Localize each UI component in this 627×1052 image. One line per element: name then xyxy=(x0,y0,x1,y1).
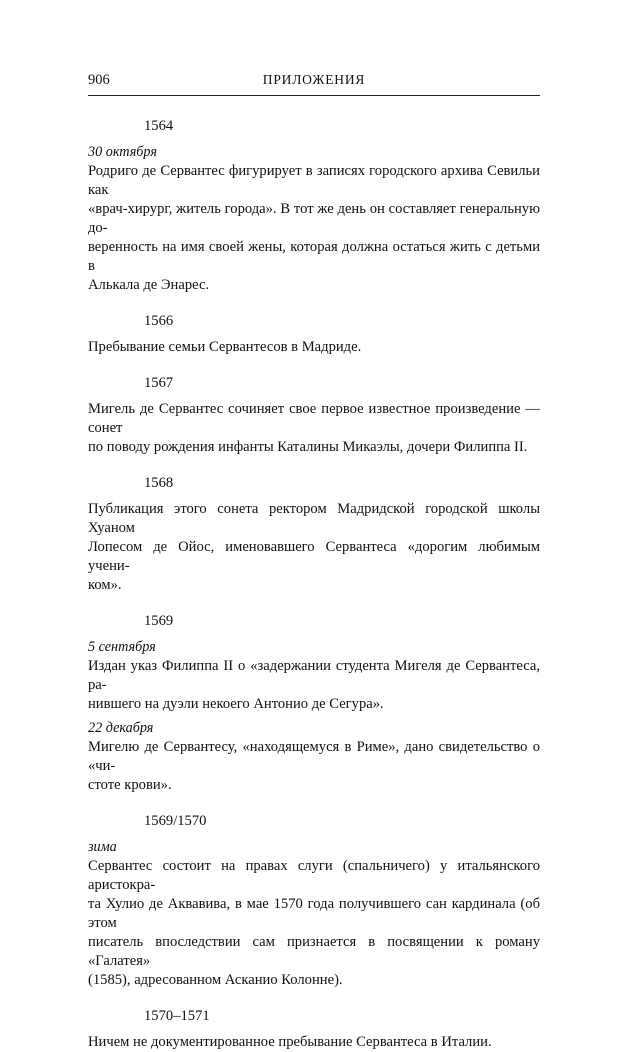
entry-spacer xyxy=(88,295,540,312)
entry-year: 1570–1571 xyxy=(144,1008,210,1024)
entry-spacer xyxy=(88,357,540,374)
entry-date: 5 сентября xyxy=(88,639,156,655)
entry-year: 1566 xyxy=(144,313,174,329)
entry-year: 1569/1570 xyxy=(144,813,207,829)
text-line: ком». xyxy=(88,577,122,593)
entry-paragraph xyxy=(88,338,540,357)
chronology-entry xyxy=(88,474,540,595)
chronology-entry xyxy=(88,374,540,457)
entry-date: 30 октября xyxy=(88,144,157,160)
text-line: та Хулио де Аквавива, в мае 1570 года получившего сан кардинала (об этом xyxy=(88,896,540,931)
entry-paragraph xyxy=(88,1033,540,1052)
text-line: «врач-хирург, житель города». В тот же день он составляет генеральную до- xyxy=(88,201,540,236)
running-head: ПРИЛОЖЕНИЯ xyxy=(262,72,366,87)
entry-paragraph xyxy=(88,738,540,795)
header-rule xyxy=(88,95,540,96)
page-number: 906 xyxy=(88,72,110,88)
entry-spacer xyxy=(88,457,540,474)
entry-paragraph xyxy=(88,162,540,295)
entry-paragraph xyxy=(88,857,540,990)
chronology-entry xyxy=(88,1007,540,1052)
text-line: Родриго де Сервантес фигурирует в записях городского архива Севильи как xyxy=(88,163,540,198)
text-line: Ничем не документированное пребывание Сервантеса в Италии. xyxy=(88,1034,492,1050)
text-line: Сервантес состоит на правах слуги (спальничего) у итальянского аристокра- xyxy=(88,858,540,893)
entry-paragraph xyxy=(88,400,540,457)
entry-date: 22 декабря xyxy=(88,720,154,736)
text-line: стоте крови». xyxy=(88,777,172,793)
entry-spacer xyxy=(88,795,540,812)
chronology-entry xyxy=(88,312,540,357)
entry-date: зима xyxy=(88,839,117,855)
entry-paragraph xyxy=(88,500,540,595)
text-line: Мигель де Сервантес сочиняет свое первое известное произведение — сонет xyxy=(88,401,540,436)
entry-paragraph xyxy=(88,657,540,714)
text-line: Алькала де Энарес. xyxy=(88,277,210,293)
text-line: веренность на имя своей жены, которая должна остаться жить с детьми в xyxy=(88,239,540,274)
chronology-body xyxy=(88,117,540,1052)
text-line: Публикация этого сонета ректором Мадридской городской школы Хуаном xyxy=(88,501,540,536)
text-line: (1585), адресованном Асканио Колонне). xyxy=(88,972,343,988)
chronology-entry xyxy=(88,117,540,295)
entry-year: 1569 xyxy=(144,613,174,629)
entry-year: 1568 xyxy=(144,475,174,491)
text-line: Мигелю де Сервантесу, «находящемуся в Риме», дано свидетельство о «чи- xyxy=(88,739,540,774)
text-line: Пребывание семьи Сервантесов в Мадриде. xyxy=(88,339,362,355)
chronology-entry xyxy=(88,812,540,990)
entry-spacer xyxy=(88,595,540,612)
chronology-entry xyxy=(88,612,540,795)
text-line: Лопесом де Ойос, именовавшего Сервантеса «дорогим любимым учени- xyxy=(88,539,540,574)
text-line: по поводу рождения инфанты Каталины Микаэлы, дочери Филиппа II. xyxy=(88,439,528,455)
entry-spacer xyxy=(88,990,540,1007)
text-line: писатель впоследствии сам признается в посвящении к роману «Галатея» xyxy=(88,934,540,969)
entry-year: 1564 xyxy=(144,118,174,134)
text-line: Издан указ Филиппа II о «задержании студента Мигеля де Сервантеса, ра- xyxy=(88,658,540,693)
text-line: нившего на дуэли некоего Антонио де Сегура». xyxy=(88,696,384,712)
page-header xyxy=(88,72,540,92)
entry-year: 1567 xyxy=(144,375,174,391)
